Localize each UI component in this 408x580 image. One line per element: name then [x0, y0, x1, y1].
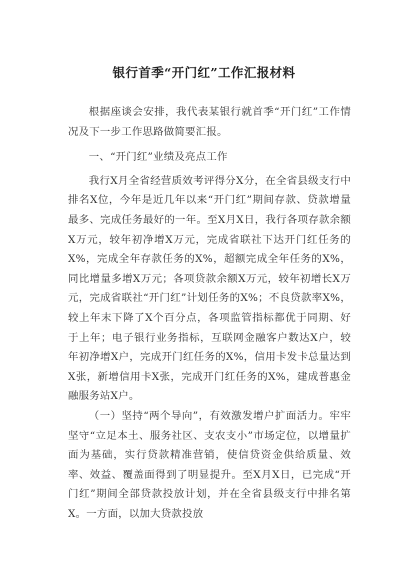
section-heading: 一、“开门红”业绩及亮点工作	[88, 151, 228, 164]
intro-paragraph: 根据座谈会安排，我代表某银行就首季“开门红”工作情况及下一步工作思路做简要汇报。	[68, 106, 351, 138]
subsection-paragraph: （一）坚持“两个导向”，有效激发增户扩面活力。牢牢坚守“立足本土、服务社区、支农支小”市场定位，以增量扩面为基础，实行贷款精准营销，使信贷资金供给质量、效率、效益、覆盖面得到了明显提升。至X月X日，已完成“开门红”期间全部贷款投放计划，并在全省县级支行中排名第X。一方面，以加大贷款投放	[68, 409, 351, 520]
section-paragraph: 我行X月全省经营质效考评得分X分，在全省县级支行中排名X位，今年是近几年以来“开门红”期间存款、贷款增量最多、完成任务最好的一年。至X月X日，我行各项存款余额X万元，较年初净增X万元，完成省联社下达开门红任务的X%，完成全年存款任务的X%，超额完成全年任务的X%，同比增量多增X万元；各项贷款余额X万元，较年初增长X万元，完成省联社“开门红”计划任务的X%；不良贷款率X%，较上年末下降了X个百分点，各项监管指标都优于同期、好于上年；电子银行业务指标，互联网金融客户数达X户，较年初净增X户，完成开门红任务的X%，信用卡发卡总量达到X张，新增信用卡X张，完成开门红任务的X%，建成普惠金融服务站X户。	[68, 174, 351, 403]
document-title: 银行首季“开门红”工作汇报材料	[112, 65, 296, 80]
document-body	[68, 103, 351, 524]
